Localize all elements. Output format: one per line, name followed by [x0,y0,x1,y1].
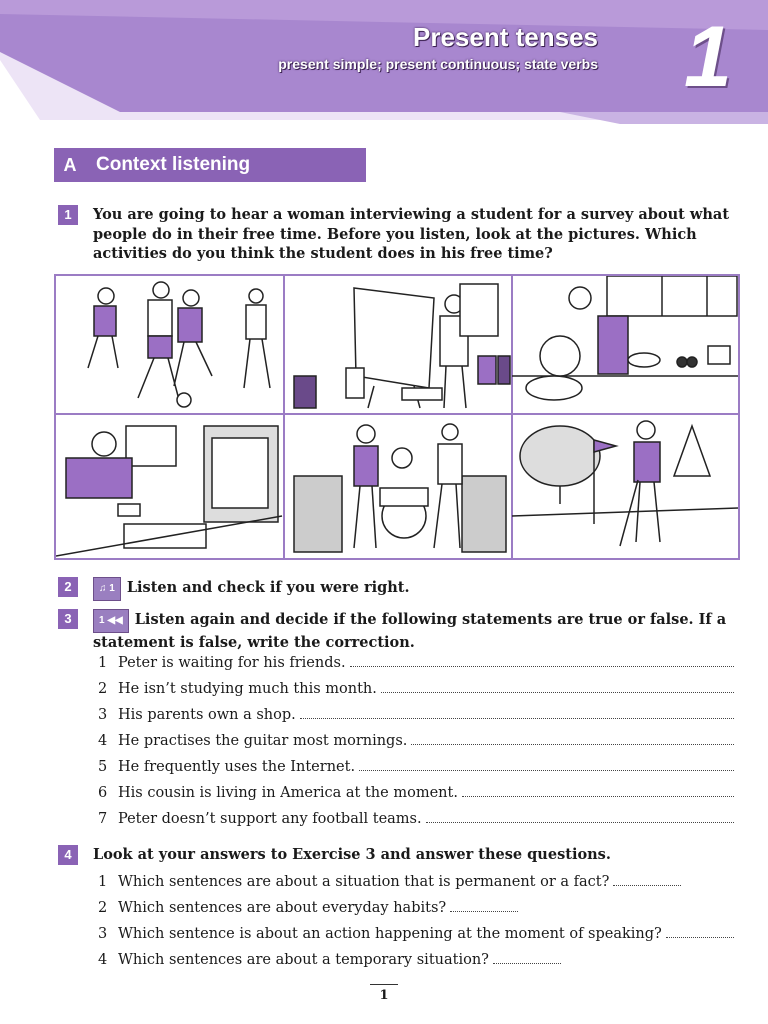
exercise-4-number: 4 [58,845,78,865]
exercise-4-questions [98,873,734,977]
golf-picture [512,421,738,546]
video-game-picture [56,426,282,556]
list-item: 1 Which sentences are about a situation that is permanent or a fact? [98,873,734,899]
audio-track-label: 1 [109,583,115,594]
exercise-2-text: Listen and check if you were right. [126,579,410,596]
list-item: 6 His cousin is living in America at the moment. [98,784,734,810]
activity-pictures [54,274,740,560]
painting-picture [294,284,510,408]
section-title: Context listening [96,154,251,175]
section-heading [54,148,366,182]
answer-line[interactable] [411,732,734,745]
answer-line[interactable] [493,951,561,964]
answer-line[interactable] [462,784,734,797]
football-picture [88,282,270,407]
exercise-3-number: 3 [58,609,78,629]
cooking-picture [512,276,738,400]
list-item: 5 He frequently uses the Internet. [98,758,734,784]
exercise-2 [93,577,733,601]
audio-replay-icon[interactable]: 1 ◀◀ [93,609,129,633]
header-banner [0,0,768,135]
page-number-rule [370,984,398,985]
audio-track-label: 1 [99,615,105,626]
page-title: Present tenses [413,22,598,52]
list-item: 2 He isn’t studying much this month. [98,680,734,706]
answer-line[interactable] [450,899,518,912]
exercise-2-number: 2 [58,577,78,597]
answer-line[interactable] [300,706,734,719]
list-item: 3 His parents own a shop. [98,706,734,732]
exercise-4-text: Look at your answers to Exercise 3 and answer these questions. [93,846,611,863]
list-item: 1 Peter is waiting for his friends. [98,654,734,680]
answer-line[interactable] [613,873,681,886]
list-item: 7 Peter doesn’t support any football teams. [98,810,734,836]
answer-line[interactable] [381,680,734,693]
exercise-1-number: 1 [58,205,78,225]
exercise-3-statements [98,654,734,836]
unit-number: 1 [684,9,732,105]
list-item: 4 He practises the guitar most mornings. [98,732,734,758]
band-picture [294,424,506,552]
answer-line[interactable] [350,654,734,667]
page-subtitle: present simple; present continuous; state verbs [278,56,598,72]
section-letter: A [63,154,77,175]
exercise-3-text: Listen again and decide if the following statements are true or false. If a statement is false, write the correction. [93,611,727,651]
answer-line[interactable] [359,758,734,771]
answer-line[interactable] [666,925,734,938]
list-item: 3 Which sentence is about an action happening at the moment of speaking? [98,925,734,951]
list-item: 2 Which sentences are about everyday habits? [98,899,734,925]
page-number: 1 [379,988,389,1003]
answer-line[interactable] [426,810,734,823]
exercise-3 [93,609,733,652]
audio-track-icon[interactable]: ♫ 1 [93,577,121,601]
list-item: 4 Which sentences are about a temporary situation? [98,951,734,977]
exercise-1-text: You are going to hear a woman interviewing a student for a survey about what people do in their free time. Before you listen, look at the pictures. Which activities do you think the student does in his free time? [93,206,730,262]
